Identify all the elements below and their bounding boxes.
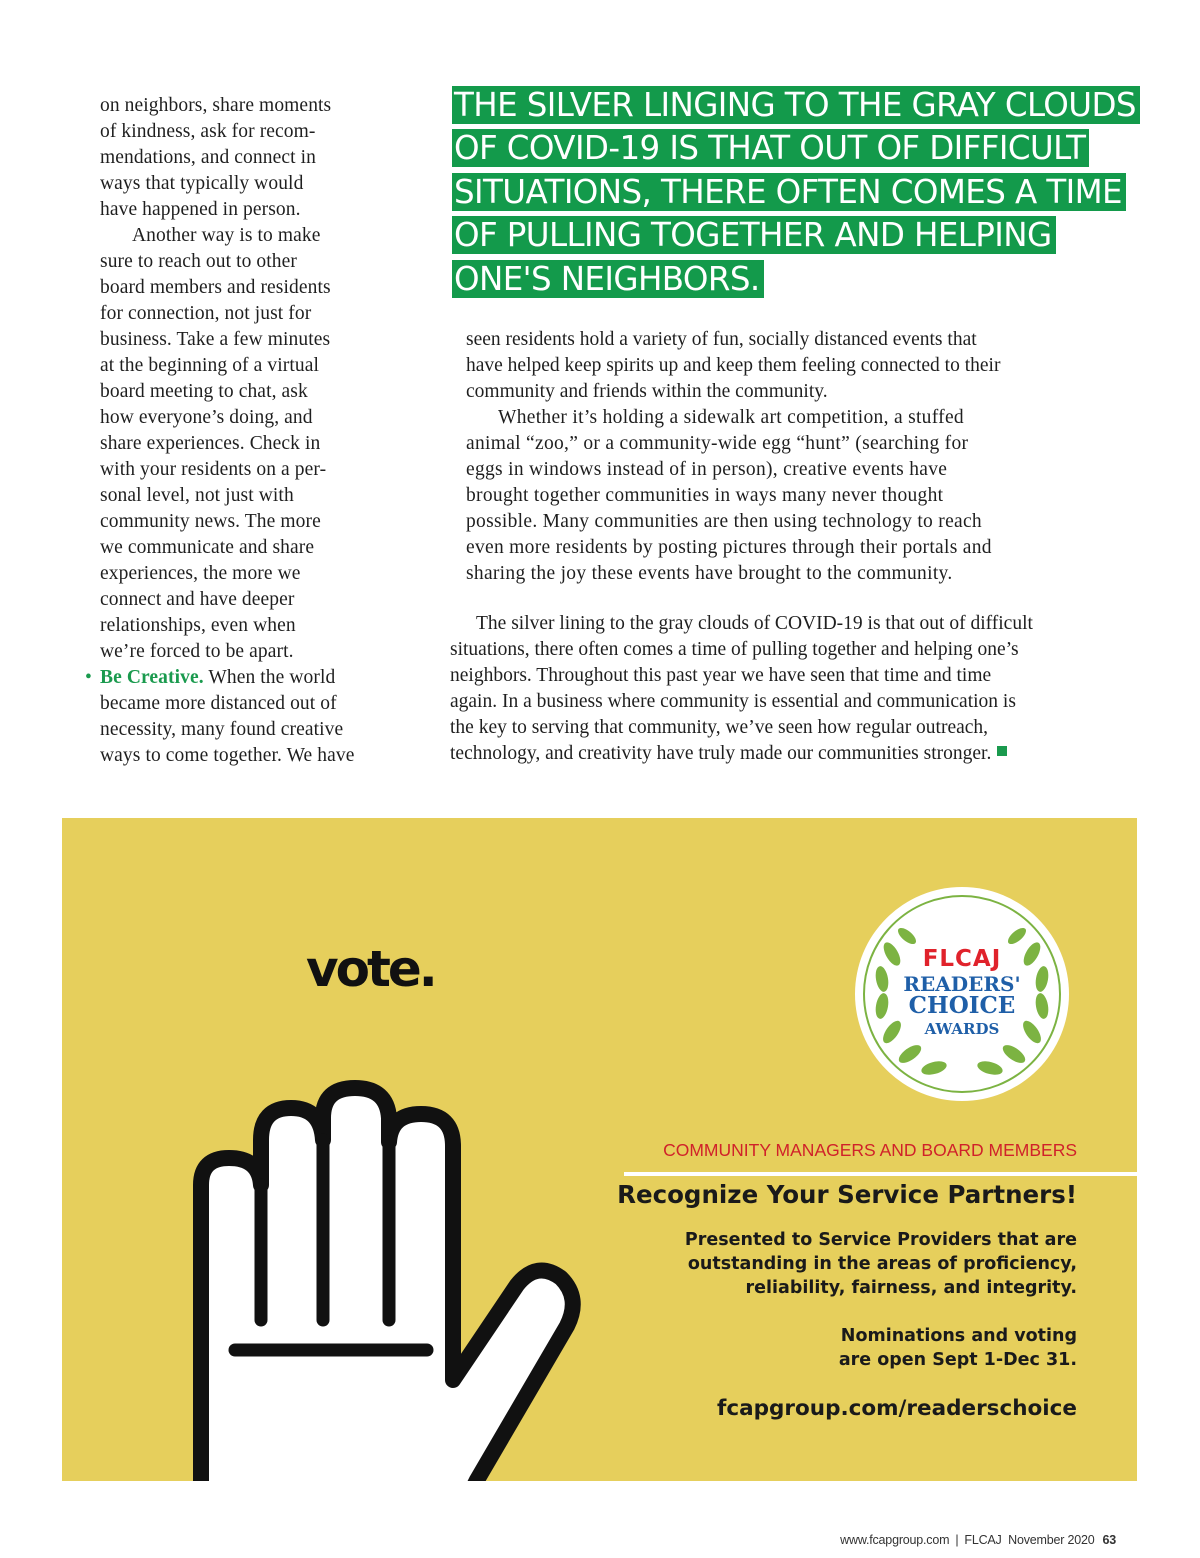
text-line: Presented to Service Providers that are <box>684 1230 1077 1250</box>
page-number: 63 <box>1102 1533 1116 1547</box>
text-line: eggs in windows instead of in person), creative events have <box>466 459 948 480</box>
text-line: The silver lining to the gray clouds of COVID-19 is that out of difficult <box>476 613 1033 634</box>
text-line: seen residents hold a variety of fun, socially distanced events that <box>466 329 977 350</box>
text-line: on neighbors, share moments <box>100 95 332 116</box>
ad-subheading: COMMUNITY MANAGERS AND BOARD MEMBERS <box>663 1140 1077 1160</box>
ad-description <box>685 1228 1077 1300</box>
text-line: are open Sept 1-Dec 31. <box>838 1350 1077 1370</box>
text-line: became more distanced out of <box>100 693 337 714</box>
text-line: brought together communities in ways many never thought <box>466 485 944 506</box>
footer-separator: | <box>955 1533 959 1547</box>
bullet-item-be-creative <box>85 665 390 769</box>
text-line: for connection, not just for <box>100 303 312 324</box>
text-line: neighbors. Throughout this past year we have seen that time and time <box>450 665 992 686</box>
pull-quote-line: SITUATIONS, THERE OFTEN COMES A TIME <box>452 171 1172 214</box>
closing-text <box>450 611 1090 767</box>
text-line: sharing the joy these events have brought to the community. <box>466 563 953 584</box>
raised-hand-icon <box>187 1080 587 1481</box>
text-line: Another way is to make <box>132 225 321 246</box>
text-line: experiences, the more we <box>100 563 301 584</box>
badge-line: READERS' <box>903 972 1021 996</box>
text-line: we’re forced to be apart. <box>100 641 294 662</box>
end-of-article-icon <box>997 746 1007 756</box>
text-line: again. In a business where community is essential and communication is <box>450 691 1016 712</box>
text-line: community and friends within the community. <box>466 381 828 402</box>
closing-paragraph <box>450 611 1090 767</box>
text-line: technology, and creativity have truly made our communities stronger. <box>450 743 992 764</box>
text-line: business. Take a few minutes <box>100 329 331 350</box>
readers-choice-ad[interactable] <box>62 818 1137 1481</box>
bullet-label: Be Creative. <box>100 667 204 688</box>
text-line: When the world <box>203 667 336 688</box>
pull-quote-line: THE SILVER LINGING TO THE GRAY CLOUDS <box>452 84 1172 127</box>
readers-choice-badge <box>852 884 1072 1104</box>
badge-line: CHOICE <box>908 992 1016 1019</box>
text-line: Whether it’s holding a sidewalk art competition, a stuffed <box>498 407 964 428</box>
text-line: reliability, fairness, and integrity. <box>745 1278 1077 1298</box>
text-line: share experiences. Check in <box>100 433 321 454</box>
text-line: situations, there often comes a time of pulling together and helping one’s <box>450 639 1019 660</box>
text-line: Nominations and voting <box>840 1326 1077 1346</box>
text-line: the key to serving that community, we’ve seen how regular outreach, <box>450 717 989 738</box>
text-line: outstanding in the areas of proficiency, <box>687 1254 1077 1274</box>
badge-line: AWARDS <box>924 1020 1000 1038</box>
text-line: possible. Many communities are then using technology to reach <box>466 511 982 532</box>
vote-logo: vote. <box>306 940 435 998</box>
left-paragraph-1 <box>100 93 390 223</box>
text-line: sonal level, not just with <box>100 485 294 506</box>
text-line: have happened in person. <box>100 199 301 220</box>
text-line: ways that typically would <box>100 173 304 194</box>
badge-line: FLCAJ <box>922 946 1002 972</box>
text-line: how everyone’s doing, and <box>100 407 313 428</box>
page-footer <box>840 1533 1116 1547</box>
text-line: mendations, and connect in <box>100 147 316 168</box>
readers-choice-link[interactable]: fcapgroup.com/readerschoice <box>717 1396 1077 1421</box>
ad-nominations <box>839 1324 1077 1372</box>
text-line: have helped keep spirits up and keep them feeling connected to their <box>466 355 1001 376</box>
left-column <box>85 93 390 769</box>
text-line: even more residents by posting pictures through their portals and <box>466 537 992 558</box>
text-line: connect and have deeper <box>100 589 295 610</box>
pull-quote <box>452 84 1172 301</box>
pull-quote-line: OF PULLING TOGETHER AND HELPING <box>452 214 1172 257</box>
pull-quote-line: OF COVID-19 IS THAT OUT OF DIFFICULT <box>452 127 1172 170</box>
left-paragraph-2 <box>100 223 390 665</box>
text-line: we communicate and share <box>100 537 315 558</box>
text-line: board members and residents <box>100 277 331 298</box>
text-line: animal “zoo,” or a community-wide egg “hunt” (searching for <box>466 433 969 454</box>
footer-issue: November 2020 <box>1008 1533 1095 1547</box>
text-line: relationships, even when <box>100 615 296 636</box>
right-paragraph-2 <box>466 405 1086 587</box>
bullet-icon: • <box>85 667 92 688</box>
divider <box>624 1172 1137 1176</box>
text-line: necessity, many found creative <box>100 719 344 740</box>
footer-site-link[interactable]: www.fcapgroup.com <box>840 1533 950 1547</box>
pull-quote-line: ONE'S NEIGHBORS. <box>452 258 1172 301</box>
right-paragraph-1 <box>466 327 1086 405</box>
footer-publication: FLCAJ <box>964 1533 1002 1547</box>
text-line: at the beginning of a virtual <box>100 355 319 376</box>
text-line: ways to come together. We have <box>100 745 355 766</box>
text-line: board meeting to chat, ask <box>100 381 308 402</box>
text-line: sure to reach out to other <box>100 251 297 272</box>
text-line: of kindness, ask for recom- <box>100 121 316 142</box>
text-line: with your residents on a per- <box>100 459 327 480</box>
right-column <box>466 327 1086 587</box>
text-line: community news. The more <box>100 511 321 532</box>
ad-headline: Recognize Your Service Partners! <box>617 1180 1077 1209</box>
